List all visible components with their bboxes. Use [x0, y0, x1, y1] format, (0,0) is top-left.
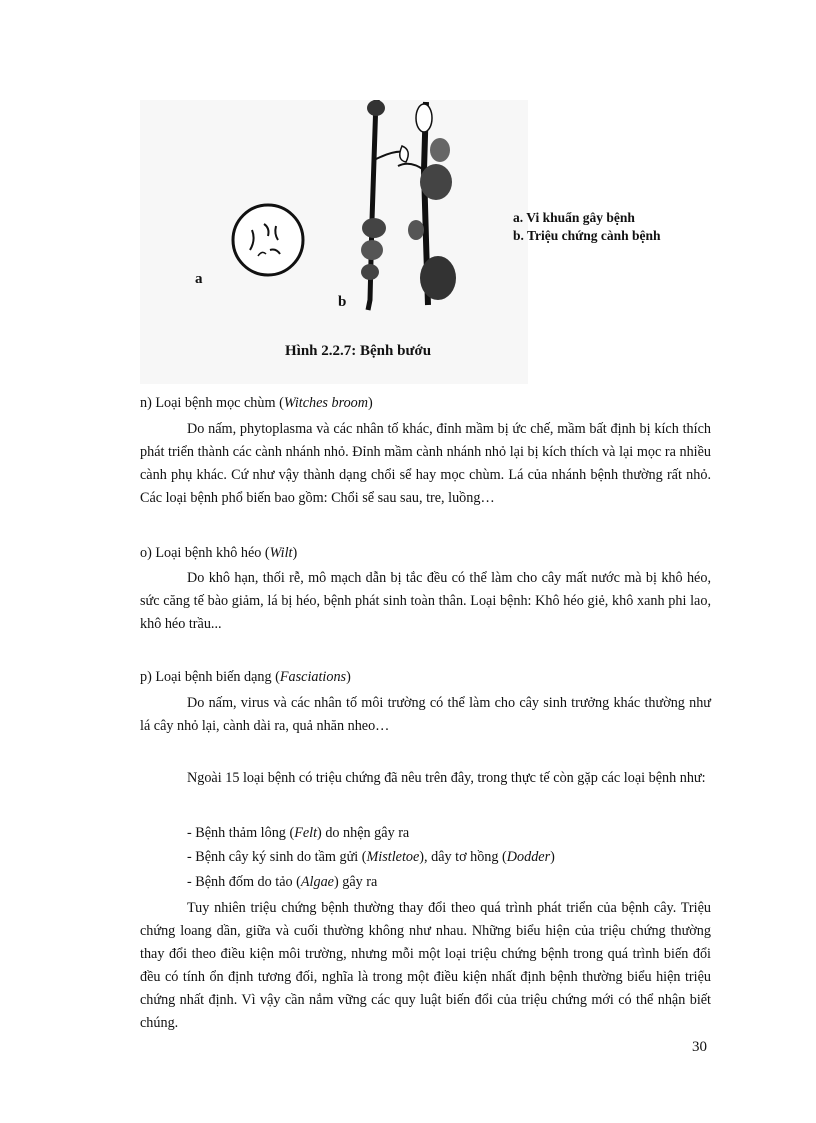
list-item-felt: - Bệnh thảm lông (Felt) do nhện gây ra [187, 825, 410, 841]
figure-legend [513, 209, 661, 245]
gall-disease-illustration [140, 100, 528, 384]
conclusion-paragraph: Tuy nhiên triệu chứng bệnh thường thay đổi theo quá trình phát triển của bệnh cây. Triệu chứng loang dần, giữa và cuối thường không như nhau. Những biểu hiện của triệu chứng thường thay đổi theo điều kiện môi trường, nhưng mỗi một loại triệu chứng bệnh trong quá trình biến đổi đều có tính ổn định tương đối, nghĩa là trong một điều kiện nhất định bệnh thường biểu hiện triệu chứng nhất định. Vì vậy cần nắm vững các quy luật biến đổi của triệu chứng mới có thể nhận biết chúng. [140, 900, 711, 1031]
other-diseases-intro: Ngoài 15 loại bệnh có triệu chứng đã nêu trên đây, trong thực tế còn gặp các loại bệnh như: [187, 770, 706, 786]
section-body-wilt: Do khô hạn, thối rễ, mô mạch dẫn bị tắc đều có thể làm cho cây mất nước mà bị khô héo, sức căng tế bào giảm, lá bị héo, bệnh phát sinh toàn thân. Loại bệnh: Khô héo giẻ, khô xanh phi lao, khô héo trầu... [140, 570, 711, 632]
figure-gall-disease [140, 100, 528, 384]
figure-label-a: a [195, 271, 203, 287]
page-number: 30 [692, 1039, 707, 1055]
legend-item-a: a. Vi khuẩn gây bệnh [513, 210, 635, 225]
section-body-fasciations: Do nấm, virus và các nhân tố môi trường có thể làm cho cây sinh trưởng khác thường như lá cây nhỏ lại, cành dài ra, quả nhăn nheo… [140, 695, 711, 734]
figure-caption: Hình 2.2.7: Bệnh bướu [285, 343, 432, 359]
section-heading-wilt: o) Loại bệnh khô héo (Wilt) [140, 545, 298, 561]
legend-item-b: b. Triệu chứng cành bệnh [513, 228, 661, 243]
list-item-algae: - Bệnh đốm do tảo (Algae) gây ra [187, 874, 378, 890]
figure-label-b: b [338, 294, 347, 310]
section-heading-fasciations: p) Loại bệnh biến dạng (Fasciations) [140, 669, 351, 685]
section-body-witches-broom: Do nấm, phytoplasma và các nhân tố khác, đỉnh mầm bị ức chế, mầm bất định bị kích thích phát triển thành các cành nhánh nhỏ. Đỉnh mầm cành nhánh nhỏ lại bị kích thích và lại mọc ra nhiều cành phụ khác. Cứ như vậy thành dạng chổi sể hay mọc chùm. Lá của nhánh bệnh thường rất nhỏ. Các loại bệnh phổ biến bao gồm: Chổi sể sau sau, tre, luồng… [140, 421, 711, 506]
branch-right-drawing [398, 102, 456, 305]
section-heading-witches-broom: n) Loại bệnh mọc chùm (Witches broom) [140, 395, 373, 411]
bacteria-cell-drawing [233, 205, 303, 275]
branch-left-drawing [361, 100, 408, 310]
list-item-mistletoe: - Bệnh cây ký sinh do tầm gửi (Mistletoe), dây tơ hồng (Dodder) [187, 849, 555, 865]
